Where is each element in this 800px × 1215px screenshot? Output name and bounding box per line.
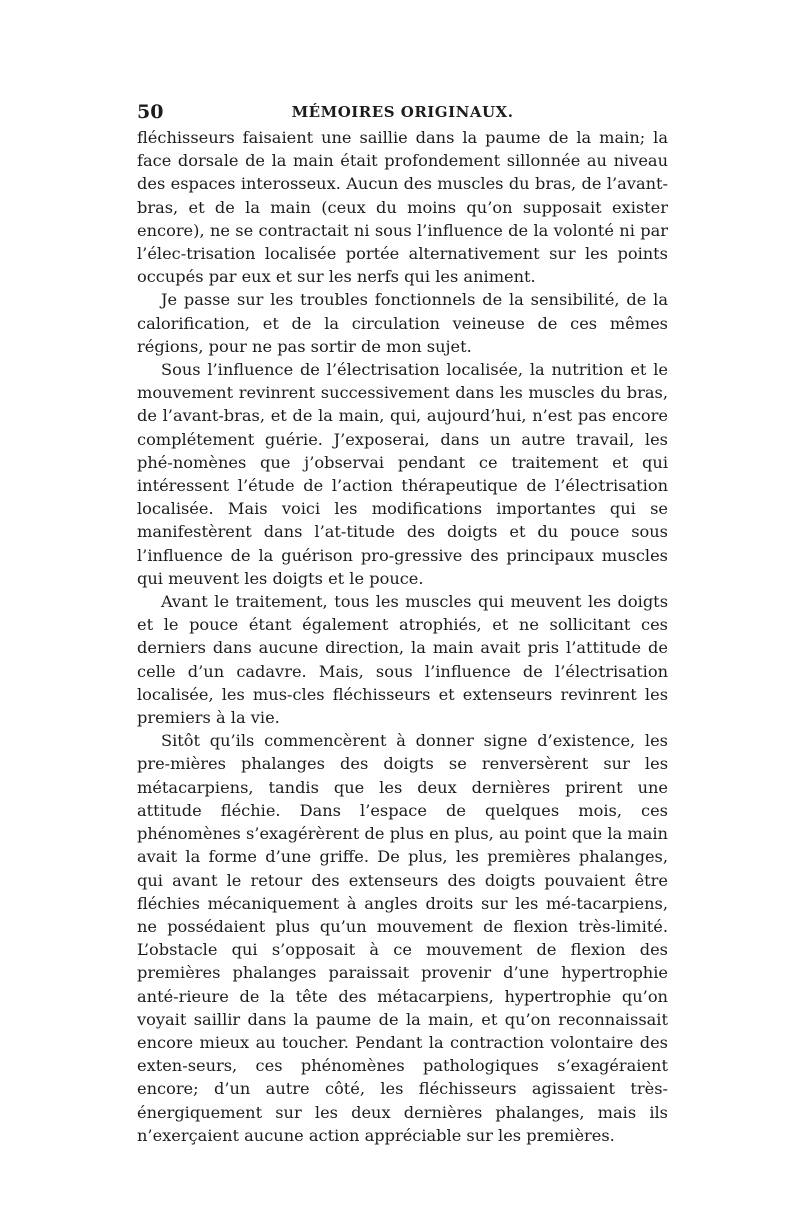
page-number: 50	[137, 101, 164, 123]
page-header	[137, 100, 668, 124]
paragraph-2: Je passe sur les troubles fonctionnels de la sensibilité, de la calorification, et de la circulation veineuse de ces mêmes régions, pour ne pas sortir de mon sujet.	[137, 290, 668, 356]
paragraph-5: Sitôt qu’ils commencèrent à donner signe d’existence, les pre-mières phalanges des doigts se renversèrent sur les métacarpiens, tandis que les deux dernières prirent une attitude fléchie. Dans l’espace de quelques mois, ces phénomènes s’exagérèrent de plus en plus, au point que la main avait la forme d’une griffe. De plus, les premières phalanges, qui avant le retour des extenseurs des doigts pouvaient être fléchies mécaniquement à angles droits sur les mé-tacarpiens, ne possédaient plus qu’un mouvement de flexion très-limité. L’obstacle qui s’opposait à ce mouvement de flexion des premières phalanges paraissait provenir d’une hypertrophie anté-rieure de la tête des métacarpiens, hypertrophie qu’on voyait saillir dans la paume de la main, et qu’on reconnaissait encore mieux au toucher. Pendant la contraction volontaire des exten-seurs, ces phénomènes pathologiques s’exagéraient encore; d’un autre côté, les fléchisseurs agissaient très-énergiquement sur les deux dernières phalanges, mais ils n’exerçaient aucune action appréciable sur les premières.	[137, 731, 668, 1145]
paragraph-1: fléchisseurs faisaient une saillie dans la paume de la main; la face dorsale de la main était profondement sillonnée au niveau des espaces interosseux. Aucun des muscles du bras, de l’avant-bras, et de la main (ceux du moins qu’on supposait exister encore), ne se contractait ni sous l’influence de la volonté ni par l’élec-trisation localisée portée alternativement sur les points occupés par eux et sur les nerfs qui les animent.	[137, 128, 668, 287]
paragraph-3: Sous l’influence de l’électrisation localisée, la nutrition et le mouvement revinrent successivement dans les muscles du bras, de l’avant-bras, et de la main, qui, aujourd’hui, n’est pas encore complétement guérie. J’exposerai, dans un autre travail, les phé-nomènes que j’observai pendant ce traitement et qui intéressent l’étude de l’action thérapeutique de l’électrisation localisée. Mais voici les modifications importantes qui se manifestèrent dans l’at-titude des doigts et du pouce sous l’influence de la guérison pro-gressive des principaux muscles qui meuvent les doigts et le pouce.	[137, 360, 668, 588]
body-text	[137, 126, 668, 1147]
running-title: MÉMOIRES ORIGINAUX.	[291, 103, 514, 121]
paragraph-4: Avant le traitement, tous les muscles qui meuvent les doigts et le pouce étant également atrophiés, et ne sollicitant ces derniers dans aucune direction, la main avait pris l’attitude de celle d’un cadavre. Mais, sous l’influence de l’électrisation localisée, les mus-cles fléchisseurs et extenseurs revinrent les premiers à la vie.	[137, 592, 668, 728]
